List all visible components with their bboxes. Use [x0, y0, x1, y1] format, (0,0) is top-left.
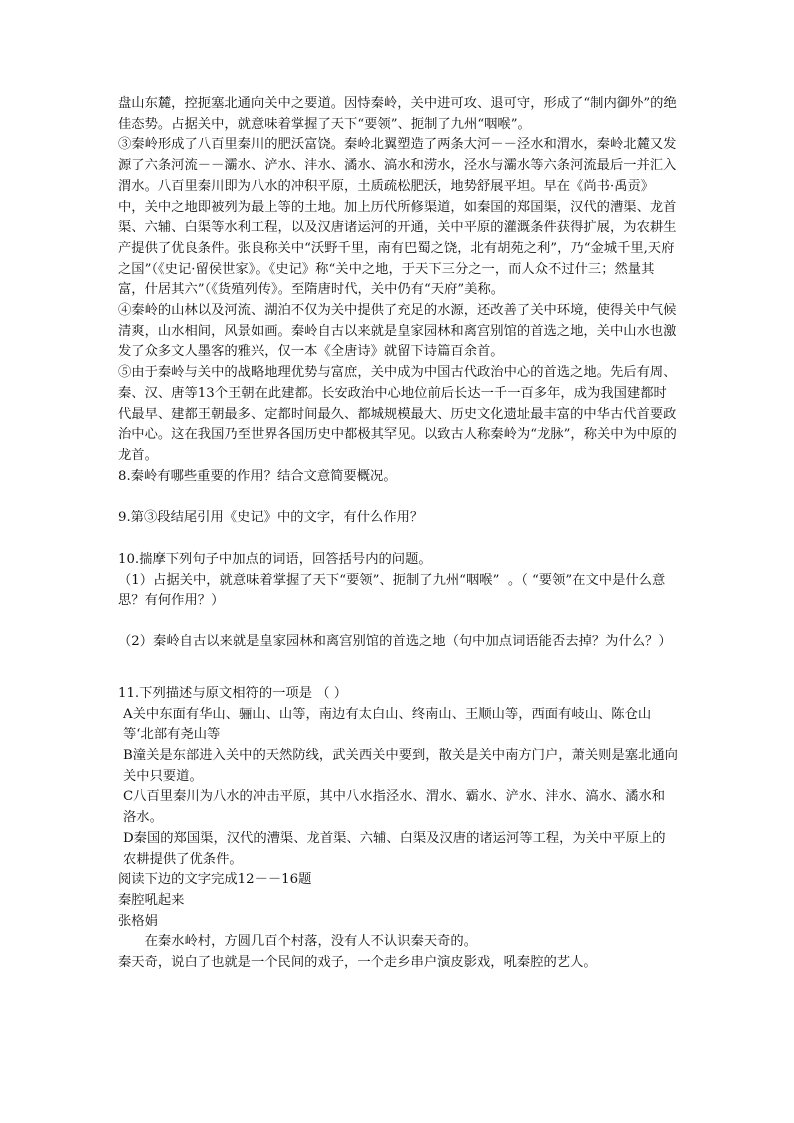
question-10-title: 10.揣摩下列句子中加点的词语，回答括号内的问题。 — [118, 552, 432, 568]
paragraph-1: 盘山东麓，控扼塞北通向关中之要道。因恃秦岭，关中进可攻、退可守，形成了“制内御外”的绝佳态势。占据关中，就意味着掌握了天下“要领”、扼制了九州“咽喉”。 — [118, 96, 677, 132]
answer-space — [118, 487, 678, 508]
story-author: 张格娟 — [118, 913, 158, 929]
answer-space — [118, 612, 678, 632]
question-9: 9.第③段结尾引用《史记》中的文字，有什么作用？ — [118, 510, 424, 526]
question-10-part-2: （2）秦岭自古以来就是皇家园林和离宫别馆的首选之地（句中加点词语能否去掉？为什么？） — [118, 634, 672, 650]
question-10-part-1: （1）占据关中，就意味着掌握了天下“要领”、扼制了九州“咽喉” 。（ “要领”在文中是什么意思？有何作用？） — [118, 572, 666, 609]
answer-space — [118, 653, 678, 684]
answer-space — [118, 529, 678, 550]
question-11-option-c: C八百里秦川为八水的冲击平原，其中八水指泾水、渭水、霸水、浐水、沣水、滈水、潏水和洛水。 — [123, 789, 666, 826]
story-paragraph-2: 秦天奇，说白了也就是一个民间的戏子，一个走乡串户演皮影戏，吼秦腔的艺人。 — [118, 955, 597, 971]
question-11-option-a: A关中东面有华山、骊山、山等，南边有太白山、终南山、王顺山等，西面有岐山、陈仓山等‘北部有尧山等 — [123, 706, 652, 743]
paragraph-5: ⑤由于秦岭与关中的战略地理优势与富庶，关中成为中国古代政治中心的首选之地。先后有周、秦、汉、唐等13个王朝在此建都。长安政治中心地位前后长达一千一百多年，成为我国建都时代最早、建都王朝最多、定都时间最久、都城规模最大、历史文化遗址最丰富的中华古代首要政治中心。这在我国乃至世界各国历史中都极其罕见。以致古人称秦岭为“龙脉”，称关中为中原的龙首。 — [118, 365, 677, 463]
document-page — [118, 94, 678, 974]
paragraph-4: ④秦岭的山林以及河流、湖泊不仅为关中提供了充足的水源，还改善了关中环境，使得关中气候清爽，山水相间，风景如画。秦岭自古以来就是皇家园林和离宫别馆的首选之地，关中山水也激发了众多文人墨客的雅兴，仅一本《全唐诗》就留下诗篇百余首。 — [118, 303, 677, 360]
paragraph-3: ③秦岭形成了八百里秦川的肥沃富饶。秦岭北翼塑造了两条大河－－泾水和渭水，秦岭北麓又发源了六条河流－－灞水、浐水、沣水、潏水、滈水和涝水，泾水与灞水等六条河流最后一并汇入渭水。八百里秦川即为八水的冲积平原，土质疏松肥沃，地势舒展平坦。早在《尚书·禹贡》中，关中之地即被列为最上等的土地。加上历代所修渠道，如秦国的郑国渠，汉代的漕渠、龙首渠、六辅、白渠等水利工程，以及汉唐诸运河的开通，关中平原的灌溉条件获得扩展，为农耕生产提供了优良条件。张良称关中“沃野千里，南有巴蜀之饶，北有胡苑之利”，乃“金城千里,天府之国”（《史记·留侯世家》。《史记》称“关中之地，于天下三分之一，而人众不过什三；然量其富，什居其六”（《货殖列传》。至隋唐时代，关中仍有“天府”美称。 — [118, 137, 677, 298]
question-11-option-d: D秦国的郑国渠，汉代的漕渠、龙首渠、六辅、白渠及汉唐的诸运河等工程，为关中平原上的农耕提供了优条件。 — [123, 830, 666, 867]
reading-intro: 阅读下边的文字完成12－－16题 — [118, 872, 312, 888]
story-title: 秦腔吼起来 — [118, 892, 185, 908]
question-11-option-b: B潼关是东部进入关中的天然防线，武关西关中要到，散关是关中南方门户，萧关则是塞北通向关中只要道。 — [123, 747, 678, 784]
question-11-title: 11.下列描述与原文相符的一项是 （ ） — [118, 685, 348, 701]
question-8: 8.秦岭有哪些重要的作用？结合文意简要概况。 — [118, 468, 397, 484]
story-paragraph-1: 在秦水岭村，方圆几百个村落，没有人不认识秦天奇的。 — [144, 934, 478, 950]
